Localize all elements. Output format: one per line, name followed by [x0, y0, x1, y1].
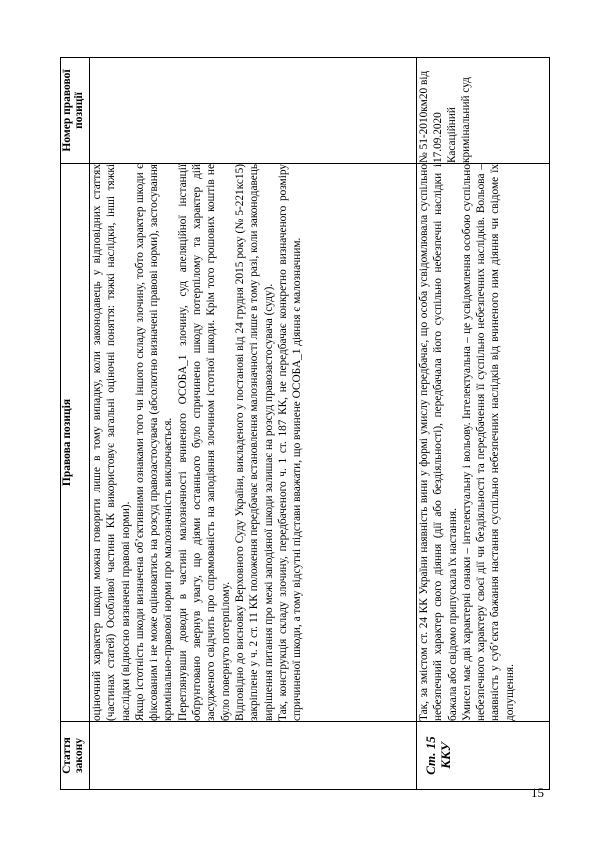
legal-positions-table [60, 57, 550, 790]
page-number: 15 [531, 785, 544, 800]
row1-article [90, 722, 417, 790]
table-row [90, 58, 417, 790]
row2-article [417, 722, 550, 790]
paragraph: Відповідно до висновку Верховного Суду України, викладеного у постанові від 24 грудня 2015 року (№ 5-221кс15) закріплене у ч. 2 ст. 11 КК положення передбачає встановлення малозначності лише в тому разі, коли законодавець вирішення питання про межі заподіяної шкоди залишає на розсуд правозастосувача (суду). [233, 164, 275, 721]
paragraph: Переглянувши доводи в частині малозначності вчиненого ОСОБА_1 злочину, суд апеляційної інстанції обґрунтовано звернув увагу, що діями останнього було спричинено шкоду потерпілому та характер дій засудженого свідчить про спрямованість на заподіяння злочином істотної шкоди. Крім того грошових коштів не було повернуто потерпілому. [176, 164, 232, 721]
header-article: Стаття закону [61, 722, 90, 790]
paragraph: Так, конструкція складу злочину, передбаченого ч. 1 ст. 187 КК, не передбачає конкретно визначеного розміру спричиненої шкоди, а тому відсутні підстави вважати, що вчинене ОСОБА_1 діяння є малозначним. [276, 164, 304, 721]
row1-position [90, 164, 417, 722]
paragraph: Умисел має дві характерні ознаки – інтелектуальну і вольову. Інтелектуальна – це усвідомлення особою суспільно небезпечного характеру своєї дії чи бездіяльності та передбачення її суспільно небезпечних наслідків. Вольова – наявність у суб’єкта бажання настання суспільно небезпечних наслідків від вчиненого ним діяння чи свідоме їх допущення. [460, 164, 516, 721]
table-header-row [61, 58, 90, 790]
position-number: № 51-2010км20 від 17.09.2020 Касаційний кримінальний суд [418, 70, 472, 163]
row2-number [417, 58, 550, 164]
paragraph: Якщо істотність шкоди визначена об’єктивними ознаками того чи іншого складу злочину, тобто характер шкоди є фіксованим і не може оцінюватись на розсуд правозастосувача (абсолютно визначені правові норми), застосування кримінально-правової норми про малозначність виключається. [133, 164, 175, 721]
paragraph: оціночний характер шкоди можна говорити лише в тому випадку, коли законодавець у відповідних статтях (частинах статей) Особливої частини КК використовує загальні оціночні поняття: тяжкі наслідки, інші тяжкі наслідки (відносно визначені правові норми). [91, 164, 132, 721]
row2-position [417, 164, 550, 722]
table-row [417, 58, 550, 790]
header-number: Номер правової позиції [61, 58, 90, 164]
article-label: Ст. 15 ККУ [423, 736, 453, 775]
header-position: Правова позиція [61, 164, 90, 722]
paragraph: Так, за змістом ст. 24 КК України наявність вини у формі умислу передбачає, що особа усвідомлювала суспільно небезпечний характер свого діяння (дії або бездіяльності), передбачала його суспільно небезпечні наслідки і бажала або свідомо припускала їх настання. [418, 164, 459, 721]
rotated-page-content [60, 58, 550, 790]
row1-number [90, 58, 417, 164]
